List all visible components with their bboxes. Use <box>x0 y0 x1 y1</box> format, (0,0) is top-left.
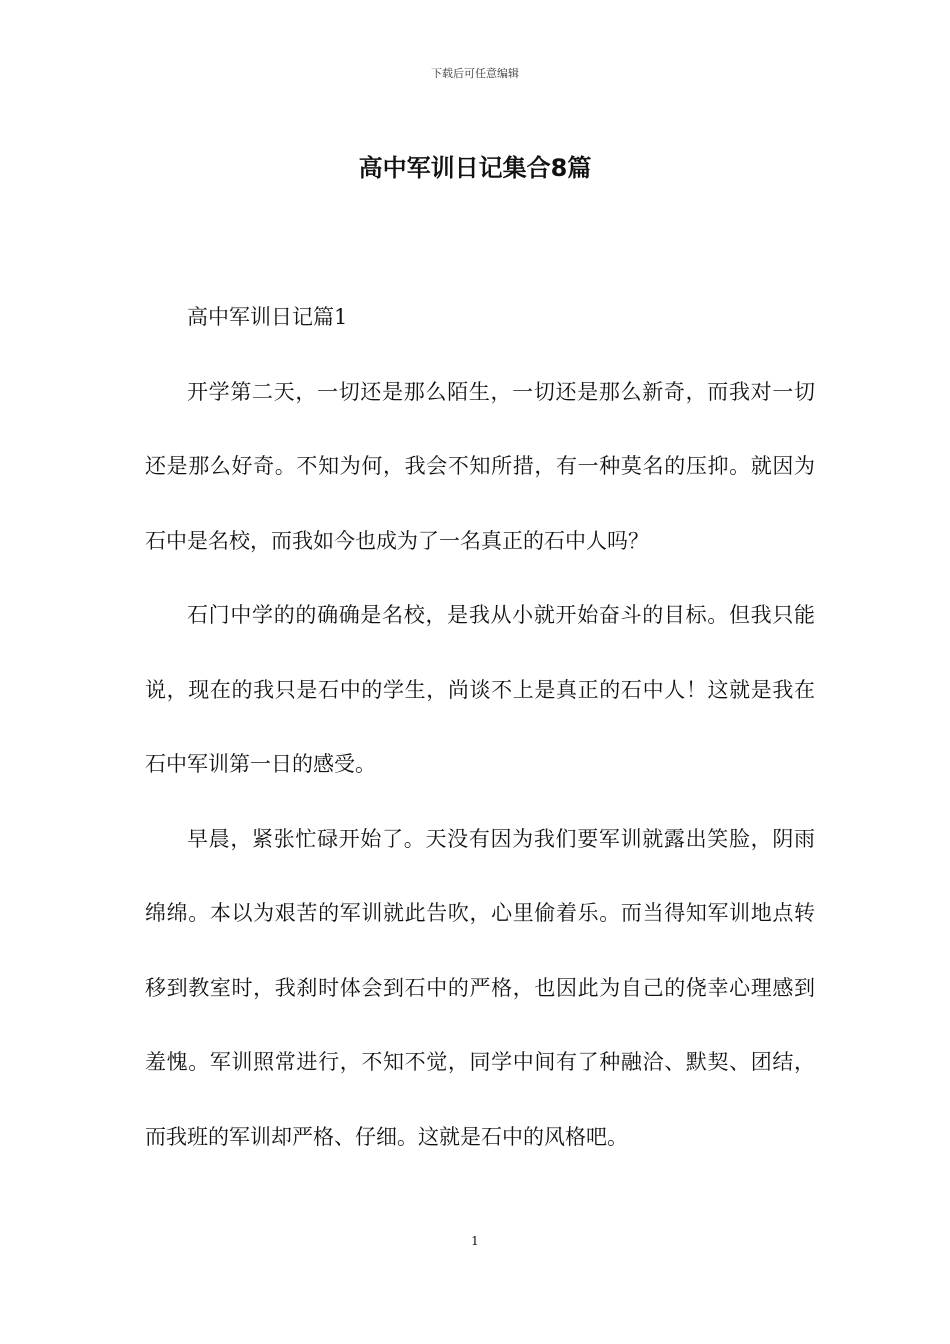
document-body <box>145 280 815 1174</box>
body-paragraph: 石门中学的的确确是名校，是我从小就开始奋斗的目标。但我只能说，现在的我只是石中的学生，尚谈不上是真正的石中人！这就是我在石中军训第一日的感受。 <box>145 603 815 776</box>
body-paragraph: 开学第二天，一切还是那么陌生，一切还是那么新奇，而我对一切还是那么好奇。不知为何，我会不知所措，有一种莫名的压抑。就因为石中是名校，而我如今也成为了一名真正的石中人吗？ <box>145 379 815 553</box>
page-number: 1 <box>471 1234 479 1248</box>
section-heading: 高中军训日记篇1 <box>187 305 348 329</box>
page-header-note: 下载后可任意编辑 <box>431 67 519 80</box>
body-paragraph: 早晨，紧张忙碌开始了。天没有因为我们要军训就露出笑脸，阴雨绵绵。本以为艰苦的军训就此告吹，心里偷着乐。而当得知军训地点转移到教室时，我刹时体会到石中的严格，也因此为自己的侥幸心理感到羞愧。军训照常进行，不知不觉，同学中间有了种融洽、默契、团结，而我班的军训却严格、仔细。这就是石中的风格吧。 <box>145 826 815 1149</box>
document-title: 高中军训日记集合8篇 <box>358 154 592 182</box>
